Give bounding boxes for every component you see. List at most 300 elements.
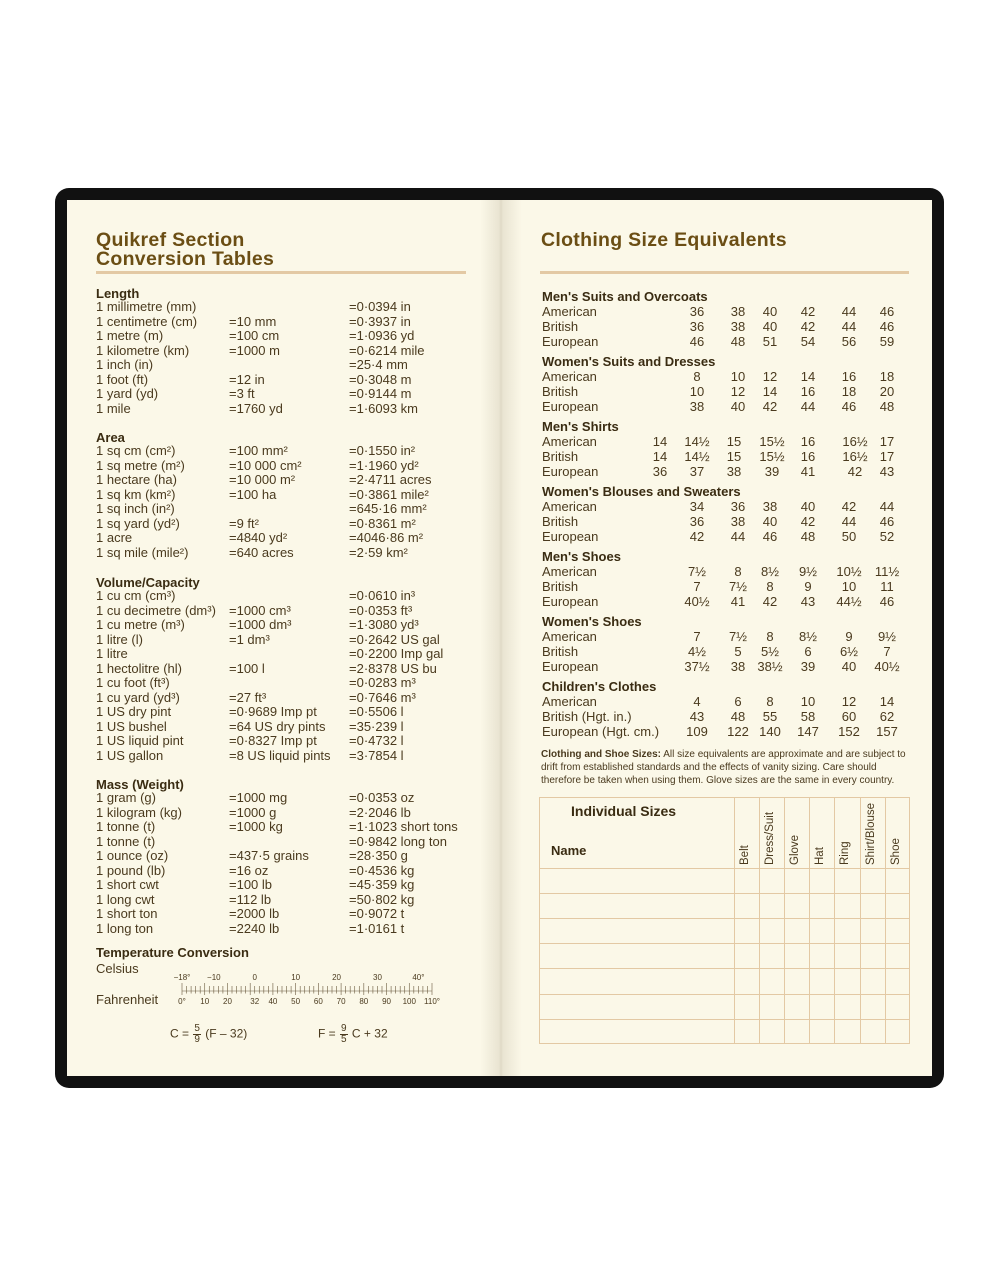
volume-cell: =0·0353 ft³ <box>349 602 413 618</box>
size-value: 14 <box>762 384 778 399</box>
size-row <box>542 464 902 479</box>
size-row-label: European <box>542 594 599 609</box>
size-value: 58 <box>800 709 816 724</box>
size-value: 38 <box>762 499 778 514</box>
area-cell: 1 sq km (km²) <box>96 486 176 502</box>
length-cell: =0·3937 in <box>349 313 411 329</box>
volume-cell: =0·8327 Imp pt <box>229 733 317 748</box>
size-value: 38 <box>730 514 746 529</box>
size-row-label: British <box>542 644 579 659</box>
size-value: 16 <box>841 369 857 384</box>
size-value: 7½ <box>687 564 707 579</box>
size-row <box>542 369 902 384</box>
volume-cell: 1 cu yard (yd³) <box>96 689 180 705</box>
size-value: 42 <box>689 529 705 544</box>
area-cell: =0·8361 m² <box>349 515 416 531</box>
size-value: 5 <box>734 644 742 659</box>
size-row <box>542 304 902 319</box>
size-value: 4 <box>693 694 701 709</box>
size-row <box>542 694 902 709</box>
mass-cell: =45·359 kg <box>349 877 415 892</box>
size-value: 18 <box>841 384 857 399</box>
formula-fahrenheit <box>318 1024 388 1045</box>
size-row-label: American <box>542 434 597 449</box>
size-row-label: American <box>542 564 597 579</box>
mass-cell: 1 long ton <box>96 920 154 936</box>
formula-celsius <box>170 1024 247 1045</box>
size-value: 140 <box>759 724 781 739</box>
mass-cell: 1 pound (lb) <box>96 862 166 878</box>
grid-column-line <box>759 798 760 1043</box>
size-row <box>542 499 902 514</box>
area-cell: =640 acres <box>229 544 294 560</box>
formula-c-fraction <box>193 1024 201 1045</box>
size-value: 16½ <box>842 434 868 449</box>
mass-cell: =1·0161 t <box>349 920 405 936</box>
area-cell: =10 000 cm² <box>229 457 302 473</box>
size-value: 43 <box>689 709 705 724</box>
formula-f-numerator: 9 <box>341 1023 347 1034</box>
mass-cell: =2240 lb <box>229 920 280 936</box>
mass-cell: =1000 kg <box>229 819 283 834</box>
size-row-label: American <box>542 369 597 384</box>
page-gutter <box>480 200 522 1076</box>
grid-column-line <box>834 798 835 1043</box>
size-value: 42 <box>762 594 778 609</box>
length-cell: =25·4 mm <box>349 357 408 372</box>
size-value: 48 <box>879 399 895 414</box>
size-value: 17 <box>879 434 895 449</box>
mass-cell: =1·1023 short tons <box>349 819 458 834</box>
size-value: 8 <box>693 369 701 384</box>
size-value: 7 <box>693 629 701 644</box>
volume-cell: =0·5506 l <box>349 704 404 719</box>
volume-heading: Volume/Capacity <box>96 575 200 590</box>
size-value: 42 <box>800 304 816 319</box>
fahrenheit-tick-label: 10 <box>200 997 210 1006</box>
size-value: 46 <box>879 594 895 609</box>
area-cell: 1 sq cm (cm²) <box>96 443 176 458</box>
fahrenheit-tick-label: 80 <box>359 997 369 1006</box>
size-row <box>542 434 902 449</box>
formula-f-denominator: 5 <box>341 1034 347 1045</box>
mass-heading: Mass (Weight) <box>96 777 184 792</box>
size-value: 60 <box>841 709 857 724</box>
fahrenheit-tick-label: 110° <box>424 997 440 1006</box>
area-cell: =2·4711 acres <box>349 472 432 487</box>
celsius-tick-label: −10 <box>207 973 221 982</box>
size-row-label: American <box>542 629 597 644</box>
volume-cell: =0·2200 Imp gal <box>349 646 444 661</box>
size-value: 6 <box>804 644 812 659</box>
area-cell: 1 sq mile (mile²) <box>96 544 189 560</box>
column-label-glove: Glove <box>789 834 801 865</box>
size-row <box>542 659 902 674</box>
size-value: 14½ <box>684 434 710 449</box>
size-row-label: European <box>542 334 599 349</box>
area-cell: =0·1550 in² <box>349 443 416 458</box>
size-value: 46 <box>879 319 895 334</box>
formula-f-prefix: F = <box>318 1026 336 1041</box>
size-value: 8 <box>766 629 774 644</box>
size-value: 6 <box>734 694 742 709</box>
size-value: 38 <box>730 304 746 319</box>
size-value: 11 <box>880 579 894 594</box>
size-value: 7½ <box>728 629 748 644</box>
mass-cell: 1 gram (g) <box>96 790 156 805</box>
volume-cell: 1 cu cm (cm³) <box>96 588 176 603</box>
size-value: 52 <box>879 529 895 544</box>
size-value: 12 <box>730 384 746 399</box>
column-label-belt: Belt <box>739 845 751 865</box>
area-cell: =0·3861 mile² <box>349 486 429 502</box>
length-cell: =0·3048 m <box>349 371 412 387</box>
individual-sizes-title: Individual Sizes <box>571 803 677 819</box>
grid-row-line <box>540 868 909 869</box>
length-cell: 1 millimetre (mm) <box>96 299 197 314</box>
mass-cell: =112 lb <box>229 891 272 907</box>
size-section-heading: Women's Shoes <box>542 614 642 629</box>
volume-cell: =64 US dry pints <box>229 718 326 734</box>
size-value: 5½ <box>760 644 780 659</box>
size-value: 7 <box>693 579 701 594</box>
mass-cell: =2000 lb <box>229 906 280 921</box>
size-row <box>542 514 902 529</box>
size-value: 44 <box>841 514 857 529</box>
area-cell: 1 sq yard (yd²) <box>96 515 180 531</box>
clothing-note-bold: Clothing and Shoe Sizes: <box>541 749 662 760</box>
length-cell: 1 metre (m) <box>96 328 164 343</box>
mass-cell: 1 kilogram (kg) <box>96 804 182 820</box>
clothing-note-line3: therefore be taken when using them. Glove sizes are the same in every country. <box>541 775 895 786</box>
size-value: 55 <box>762 709 778 724</box>
size-section-heading: Women's Blouses and Sweaters <box>542 484 741 499</box>
celsius-tick-label: 10 <box>291 973 301 982</box>
size-value: 43 <box>879 464 895 479</box>
size-value: 46 <box>762 529 778 544</box>
size-value: 50 <box>841 529 857 544</box>
size-row-label: European <box>542 659 599 674</box>
size-value: 44 <box>730 529 746 544</box>
grid-row-line <box>540 994 909 995</box>
size-value: 51 <box>762 334 778 349</box>
size-value: 44½ <box>836 594 862 609</box>
size-value: 44 <box>841 304 857 319</box>
size-value: 62 <box>879 709 895 724</box>
right-title-rule <box>540 271 909 274</box>
celsius-label: Celsius <box>96 961 139 976</box>
size-value: 34 <box>689 499 705 514</box>
size-row <box>542 629 902 644</box>
mass-cell: =0·4536 kg <box>349 862 415 878</box>
fahrenheit-tick-label: 60 <box>313 997 323 1006</box>
size-section-heading: Men's Suits and Overcoats <box>542 289 708 304</box>
size-row <box>542 529 902 544</box>
length-cell: =3 ft <box>229 386 255 401</box>
mass-cell: 1 long cwt <box>96 891 155 907</box>
mass-cell: =437·5 grains <box>229 848 309 863</box>
grid-row-line <box>540 918 909 919</box>
celsius-tick-label: 30 <box>373 973 382 982</box>
volume-cell: =1 dm³ <box>229 631 270 647</box>
length-cell: =1000 m <box>229 342 280 358</box>
grid-column-line <box>860 798 861 1043</box>
mass-cell: =2·2046 lb <box>349 804 411 820</box>
size-value: 16 <box>800 449 816 464</box>
formula-c-prefix: C = <box>170 1026 190 1041</box>
mass-cell: 1 short ton <box>96 906 158 921</box>
size-value: 37 <box>689 464 705 479</box>
volume-cell: =1·3080 yd³ <box>349 617 419 632</box>
clothing-note-line1: All size equivalents are approximate and are subject to <box>661 749 906 760</box>
size-value: 44 <box>800 399 816 414</box>
column-label-shirt-blouse: Shirt/Blouse <box>865 802 877 865</box>
size-row <box>542 579 902 594</box>
size-value: 40½ <box>684 594 710 609</box>
volume-cell: 1 US liquid pint <box>96 733 184 748</box>
size-row <box>542 384 902 399</box>
size-value: 40 <box>762 319 778 334</box>
size-value: 9 <box>804 579 812 594</box>
temperature-scale <box>173 972 442 1012</box>
volume-cell: =1000 cm³ <box>229 602 291 618</box>
formula-f-suffix: C + 32 <box>351 1026 388 1041</box>
mass-cell: 1 tonne (t) <box>96 833 156 849</box>
size-value: 10 <box>800 694 816 709</box>
size-value: 36 <box>689 514 705 529</box>
formula-f-fraction <box>340 1024 348 1045</box>
fahrenheit-tick-label: 32 <box>250 997 260 1006</box>
size-value: 10 <box>730 369 746 384</box>
size-value: 38 <box>730 319 746 334</box>
size-value: 46 <box>841 399 857 414</box>
size-row <box>542 724 902 739</box>
volume-cell: 1 cu metre (m³) <box>96 617 185 632</box>
volume-cell: 1 litre (l) <box>96 631 143 647</box>
length-cell: 1 inch (in) <box>96 357 154 372</box>
volume-cell: =2·8378 US bu <box>349 660 437 676</box>
fahrenheit-tick-label: 50 <box>291 997 301 1006</box>
area-cell: =9 ft² <box>229 515 259 531</box>
size-row <box>542 319 902 334</box>
volume-cell: 1 US gallon <box>96 747 164 763</box>
volume-cell: 1 US dry pint <box>96 704 172 719</box>
size-value: 38 <box>730 659 746 674</box>
size-value: 8½ <box>760 564 780 579</box>
column-label-dress-suit: Dress/Suit <box>764 811 776 865</box>
size-section-heading: Men's Shirts <box>542 419 619 434</box>
area-cell: =10 000 m² <box>229 472 296 487</box>
size-value: 8 <box>766 694 774 709</box>
size-row-label: British (Hgt. in.) <box>542 709 632 724</box>
size-section-heading: Men's Shoes <box>542 549 621 564</box>
grid-column-line <box>734 798 735 1043</box>
size-value: 41 <box>730 594 746 609</box>
fahrenheit-tick-label: 20 <box>223 997 232 1006</box>
size-value: 109 <box>686 724 708 739</box>
celsius-tick-label: −18° <box>173 973 191 982</box>
size-row <box>542 564 902 579</box>
size-value: 44 <box>879 499 895 514</box>
size-value: 12 <box>762 369 778 384</box>
size-value: 11½ <box>874 564 900 579</box>
size-value: 15½ <box>759 449 785 464</box>
grid-column-line <box>885 798 886 1043</box>
size-value: 46 <box>689 334 705 349</box>
size-value: 40 <box>762 304 778 319</box>
length-cell: =0·6214 mile <box>349 342 425 358</box>
size-value: 12 <box>841 694 857 709</box>
size-value: 39 <box>764 464 780 479</box>
formula-c-denominator: 9 <box>194 1034 200 1045</box>
size-value: 39 <box>800 659 816 674</box>
mass-cell: =1000 mg <box>229 790 288 805</box>
temperature-heading: Temperature Conversion <box>96 945 249 960</box>
size-row <box>542 709 902 724</box>
volume-cell: 1 cu decimetre (dm³) <box>96 602 216 618</box>
size-row-label: British <box>542 449 579 464</box>
length-cell: =0·0394 in <box>349 299 411 314</box>
celsius-tick-label: 40° <box>412 973 425 982</box>
individual-sizes-grid <box>539 797 910 1044</box>
area-cell: =645·16 mm² <box>349 501 427 516</box>
size-value: 16 <box>800 384 816 399</box>
size-row <box>542 334 902 349</box>
size-value: 8½ <box>798 629 818 644</box>
mass-cell: 1 short cwt <box>96 877 159 892</box>
area-cell: =4840 yd² <box>229 530 288 545</box>
size-value: 16 <box>800 434 816 449</box>
size-value: 4½ <box>687 644 707 659</box>
size-row <box>542 644 902 659</box>
volume-cell: =0·2642 US gal <box>349 631 440 647</box>
size-value: 54 <box>800 334 816 349</box>
volume-cell: =0·4732 l <box>349 733 404 748</box>
length-cell: =12 in <box>229 371 265 387</box>
volume-cell: 1 litre <box>96 646 128 661</box>
volume-cell: 1 hectolitre (hl) <box>96 660 182 676</box>
column-label-ring: Ring <box>839 841 851 865</box>
size-value: 15 <box>726 434 742 449</box>
size-value: 46 <box>879 304 895 319</box>
size-row-label: European (Hgt. cm.) <box>542 724 660 739</box>
length-cell: 1 foot (ft) <box>96 371 149 387</box>
volume-cell: =3·7854 l <box>349 747 404 763</box>
grid-row-line <box>540 1019 909 1020</box>
size-row-label: American <box>542 304 597 319</box>
size-value: 38½ <box>757 659 783 674</box>
size-value: 40 <box>841 659 857 674</box>
size-value: 36 <box>730 499 746 514</box>
length-heading: Length <box>96 286 140 301</box>
size-value: 10½ <box>836 564 862 579</box>
volume-cell: =35·239 l <box>349 718 404 734</box>
size-value: 40½ <box>874 659 900 674</box>
size-value: 43 <box>800 594 816 609</box>
length-cell: =0·9144 m <box>349 386 412 401</box>
size-value: 42 <box>847 464 863 479</box>
size-value: 37½ <box>684 659 710 674</box>
mass-cell: =0·9842 long ton <box>349 833 447 849</box>
length-cell: =10 mm <box>229 313 277 329</box>
fahrenheit-tick-label: 70 <box>336 997 346 1006</box>
size-value: 20 <box>879 384 895 399</box>
size-row-label: European <box>542 399 599 414</box>
area-cell: =100 mm² <box>229 443 288 458</box>
size-row-label: European <box>542 529 599 544</box>
size-value: 48 <box>800 529 816 544</box>
size-value: 152 <box>838 724 860 739</box>
size-value: 14½ <box>684 449 710 464</box>
size-value: 10 <box>841 579 857 594</box>
volume-cell: 1 US bushel <box>96 718 167 734</box>
grid-row-line <box>540 968 909 969</box>
formula-c-numerator: 5 <box>194 1023 200 1034</box>
mass-cell: =16 oz <box>229 862 269 878</box>
volume-cell: =100 l <box>229 660 265 676</box>
size-value: 14 <box>879 694 895 709</box>
area-cell: 1 acre <box>96 530 133 545</box>
size-value: 40 <box>762 514 778 529</box>
size-value: 8 <box>734 564 742 579</box>
grid-column-line <box>784 798 785 1043</box>
celsius-tick-label: 0 <box>252 973 257 982</box>
size-row-label: American <box>542 499 597 514</box>
size-value: 44 <box>841 319 857 334</box>
size-value: 36 <box>652 464 668 479</box>
mass-cell: =50·802 kg <box>349 891 415 907</box>
size-value: 17 <box>879 449 895 464</box>
size-value: 14 <box>652 449 668 464</box>
size-value: 9½ <box>877 629 897 644</box>
volume-cell: =8 US liquid pints <box>229 747 331 763</box>
volume-cell: =0·7646 m³ <box>349 689 416 705</box>
size-value: 147 <box>797 724 819 739</box>
clothing-note-line2: drift from established standards and the effects of vanity sizing. Care should <box>541 762 877 773</box>
mass-cell: 1 tonne (t) <box>96 819 156 834</box>
size-section-heading: Women's Suits and Dresses <box>542 354 716 369</box>
size-value: 122 <box>727 724 749 739</box>
left-title-line1: Quikref Section <box>96 229 245 251</box>
mass-cell: =0·0353 oz <box>349 790 415 805</box>
name-label: Name <box>551 843 587 858</box>
size-value: 36 <box>689 319 705 334</box>
length-cell: =1·6093 km <box>349 400 419 416</box>
clothing-note <box>541 748 909 787</box>
area-heading: Area <box>96 430 125 445</box>
size-row-label: American <box>542 694 597 709</box>
length-cell: =1·0936 yd <box>349 328 415 343</box>
size-value: 48 <box>730 334 746 349</box>
fahrenheit-tick-label: 0° <box>178 997 186 1006</box>
size-value: 38 <box>726 464 742 479</box>
size-value: 18 <box>879 369 895 384</box>
length-cell: 1 centimetre (cm) <box>96 313 198 329</box>
size-value: 9½ <box>798 564 818 579</box>
volume-cell: =0·0283 m³ <box>349 675 416 690</box>
area-cell: =1·1960 yd² <box>349 457 419 473</box>
right-title: Clothing Size Equivalents <box>541 229 787 251</box>
size-row-label: British <box>542 384 579 399</box>
area-cell: 1 sq inch (in²) <box>96 501 175 516</box>
size-row <box>542 594 902 609</box>
area-cell: =4046·86 m² <box>349 530 424 545</box>
left-title-line2: Conversion Tables <box>96 248 275 270</box>
size-value: 15½ <box>759 434 785 449</box>
size-value: 38 <box>689 399 705 414</box>
size-row <box>542 399 902 414</box>
column-label-hat: Hat <box>814 847 826 865</box>
